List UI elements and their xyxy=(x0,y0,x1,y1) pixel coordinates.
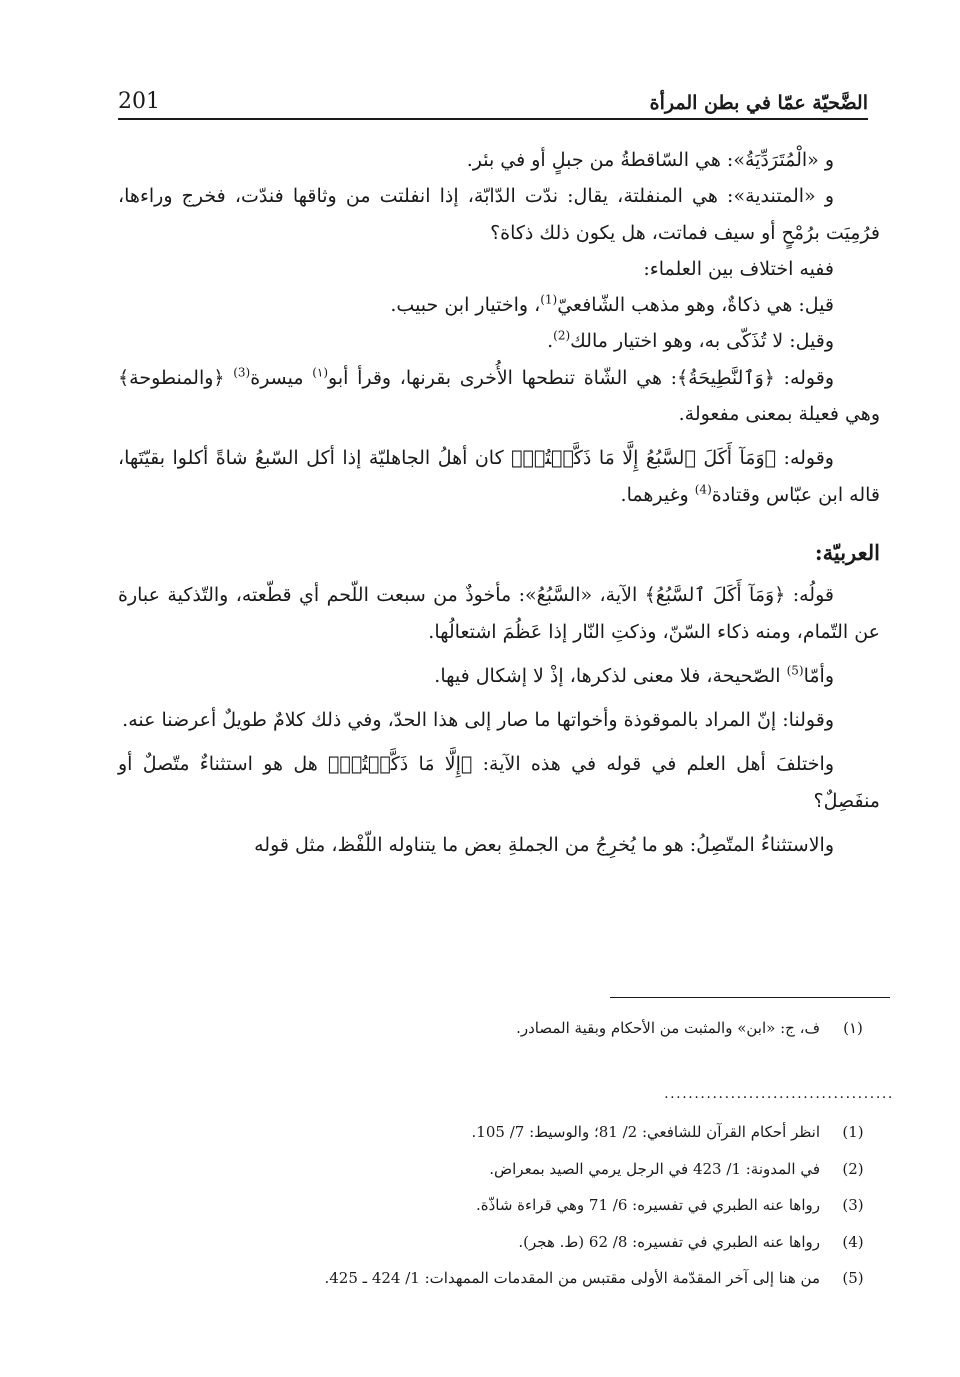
footnote-item xyxy=(118,1260,864,1297)
text-run: ، واختيار ابن حبيب. xyxy=(390,294,541,317)
text-run: ميسرة xyxy=(250,366,313,389)
paragraph-arabiyya-5: والاستثناءُ المتّصِلُ: هو ما يُخرِجُ من الجملةِ بعض ما يتناوله اللّفْظ، مثل قوله xyxy=(254,834,834,857)
dotted-separator: ...................................... xyxy=(664,1086,894,1102)
footnote-text: رواها عنه الطبري في تفسيره: 8/ 62 (ط. هجر). xyxy=(518,1232,820,1251)
running-title: الضَّحيّة عمّا في بطن المرأة xyxy=(649,92,868,114)
text-run: ﴿والمنطوحة﴾ وهي فعيلة بمعنى مفعولة. xyxy=(118,366,880,426)
footnote-text: من هنا إلى آخر المقدّمة الأولى مقتبس من المقدمات الممهدات: 1/ 424 ـ 425. xyxy=(324,1269,820,1287)
footnotes-list xyxy=(118,1114,864,1297)
footnote-ref-3: (3) xyxy=(233,365,251,380)
footnote-item xyxy=(118,1224,864,1261)
footnote-ref-5: (5) xyxy=(786,663,804,678)
footnote-text: ف، ج: «ابن» والمثبت من الأحكام وبقية المصادر. xyxy=(516,1019,820,1037)
text-run: قيل: هي ذكاةٌ، وهو مذهب الشّافعيّ xyxy=(557,294,834,317)
paragraph-sabu xyxy=(118,440,880,513)
text-run: وأمّا xyxy=(803,664,834,687)
footnote-number: (2) xyxy=(842,1159,864,1178)
footnote-item xyxy=(118,1014,864,1042)
footnote-text: رواها عنه الطبري في تفسيره: 6/ 71 وهي قراءة شاذّة. xyxy=(475,1196,820,1214)
footnote-ref-2: (2) xyxy=(553,329,571,344)
footnote-separator xyxy=(610,997,890,998)
editor-footnote xyxy=(118,1014,864,1042)
text-run: الصّحيحة، فلا معنى لذكرها، إذْ لا إشكال فيها. xyxy=(434,664,787,687)
paragraph-mutanaddiya: و «المتندية»: هي المنفلتة، يقال: ندّت الدّابّة، إذا انفلتت من وثاقها فندّت، فخرج وراءها، فرُمِيَت برُمْحٍ أو سيف فماتت، هل يكون ذلك ذكاة؟ xyxy=(118,185,880,244)
paragraph-natiha xyxy=(118,360,880,433)
text-run: وقوله: ﴿وَمَآ أَكَلَ ٱلسَّبُعُ إِلَّا مَا ذَكَّيۡتُمۡ﴾ كان أهلُ الجاهليّة إذا أكل السّبعُ شاةً أكلوا بقيّتَها، قاله ابن عبّاس وقتادة xyxy=(118,447,880,506)
paragraph-arabiyya-2 xyxy=(118,658,880,694)
text-run: وقوله: ﴿وَٱلنَّطِيحَةُ﴾: هي الشّاة تنطحها الأُخرى بقرنها، وقرأ أبو xyxy=(328,366,834,389)
paragraph-wa-qil xyxy=(118,323,880,359)
paragraph-mutaraddiya: و «الْمُتَرَدِّيَةُ»: هي السّاقطةُ من جبلٍ أو في بئر. xyxy=(466,149,834,171)
paragraph-qil xyxy=(118,287,880,323)
paragraph-ikhtilaf: ففيه اختلاف بين العلماء: xyxy=(643,257,834,280)
footnote-number: (3) xyxy=(842,1196,864,1214)
section-heading: العربيّة: xyxy=(814,539,880,565)
footnote-ref-1: (1) xyxy=(540,292,558,307)
footnote-ref-4: (4) xyxy=(694,482,712,497)
footnote-item xyxy=(118,1151,864,1188)
footnote-text: انظر أحكام القرآن للشافعي: 2/ 81؛ والوسيط: 7/ 105. xyxy=(471,1123,820,1141)
text-run: . xyxy=(547,330,554,353)
text-run: وغيرهما. xyxy=(620,483,695,506)
main-text xyxy=(118,142,880,863)
footnote-item xyxy=(118,1114,864,1151)
footnote-number: (1) xyxy=(842,1123,864,1141)
footnote-number: (4) xyxy=(842,1232,864,1251)
paragraph-arabiyya-1: قولُه: ﴿وَمَآ أَكَلَ ٱلسَّبُعُ﴾ الآية، «السَّبُعُ»: مأخوذٌ من سبعت اللّحم أي قطّعته، والتّذكية عبارة عن التّمام، ومنه ذكاء السّنّ، وذكتِ النّار إذا عَظُمَ اشتعالُها. xyxy=(118,584,880,643)
page-header xyxy=(118,84,868,120)
page-number: 201 xyxy=(118,89,160,114)
paragraph-arabiyya-3: وقولنا: إنّ المراد بالموقوذة وأخواتها ما صار إلى هذا الحدّ، وفي ذلك كلامٌ طويلٌ أعرضنا عنه. xyxy=(122,709,834,732)
text-run: وقيل: لا تُذَكّى به، وهو اختيار مالك xyxy=(570,330,834,353)
footnote-number: (5) xyxy=(842,1269,864,1287)
paragraph-arabiyya-4: واختلفَ أهل العلم في قوله في هذه الآية: ﴿إِلَّا مَا ذَكَّيۡتُمۡ﴾ هل هو استثناءٌ متّصلٌ أو منفَصِلٌ؟ xyxy=(118,753,880,812)
footnote-number: (١) xyxy=(843,1019,863,1037)
footnote-text: في المدونة: 1/ 423 في الرجل يرمي الصيد بمعراض. xyxy=(489,1159,820,1178)
footnote-item xyxy=(118,1187,864,1224)
footnote-ref-arabic-1: (١) xyxy=(312,365,329,380)
